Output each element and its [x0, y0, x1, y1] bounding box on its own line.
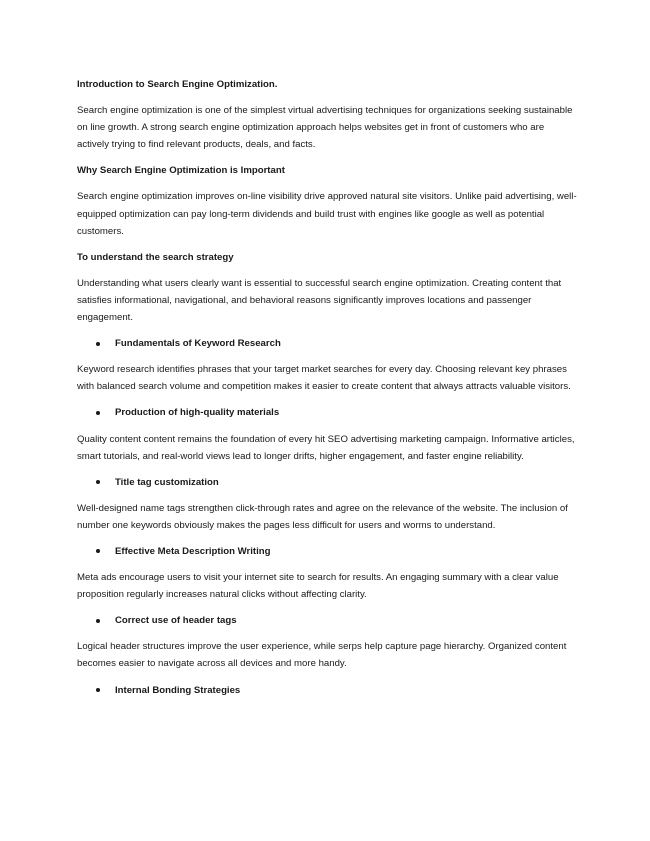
- bullet-quality-content: [77, 404, 577, 421]
- bullet-label: Effective Meta Description Writing: [115, 545, 271, 557]
- bullet-label: Production of high-quality materials: [115, 407, 280, 419]
- keyword-research-paragraph: Keyword research identifies phrases that your target market searches for every day. Choosing relevant key phrases with balanced search volume and competition makes it easier to create content that always attracts valuable visitors.: [77, 364, 571, 393]
- bullet-dot-icon: [96, 688, 100, 692]
- quality-content-paragraph: Quality content content remains the foundation of every hit SEO advertising marketing campaign. Informative articles, smart tutorials, and real-world views lead to longer drifts, higher engagement, and faster engine reliability.: [77, 433, 575, 462]
- bullet-title-tag: [77, 474, 577, 491]
- bullet-label: Correct use of header tags: [115, 615, 237, 627]
- document-page: [77, 76, 577, 708]
- bullet-dot-icon: [96, 342, 100, 346]
- bullet-dot-icon: [96, 549, 100, 553]
- header-tags-paragraph: Logical header structures improve the user experience, while serps help capture page hierarchy. Organized content becomes easier to navigate across all devices and more handy.: [77, 641, 567, 670]
- document-title: Introduction to Search Engine Optimization.: [77, 79, 278, 90]
- intro-paragraph: Search engine optimization is one of the simplest virtual advertising techniques for organizations seeking sustainable on line growth. A strong search engine optimization approach helps websites get in front of customers who are actively trying to find relevant products, deals, and facts.: [77, 105, 573, 151]
- strategy-paragraph: Understanding what users clearly want is essential to successful search engine optimization. Creating content that satisfies informational, navigational, and behavioral reasons significantly improves locations and passenger engagement.: [77, 277, 562, 324]
- bullet-header-tags: [77, 612, 577, 629]
- meta-description-paragraph: Meta ads encourage users to visit your internet site to search for results. An engaging summary with a clear value proposition regularly increases natural clicks without affecting clarity.: [77, 572, 559, 601]
- why-paragraph: Search engine optimization improves on-line visibility drive approved natural site visitors. Unlike paid advertising, well-equipped optimization can pay long-term dividends and build trust with engines like google as well as potential customers.: [77, 191, 577, 237]
- title-tag-paragraph: Well-designed name tags strengthen click-through rates and agree on the relevance of the website. The inclusion of number one keywords obviously makes the pages less difficult for users and worms to understand.: [77, 502, 568, 531]
- bullet-label: Title tag customization: [115, 476, 219, 488]
- bullet-dot-icon: [96, 619, 100, 623]
- bullet-dot-icon: [96, 480, 100, 484]
- why-heading: Why Search Engine Optimization is Important: [77, 165, 285, 177]
- strategy-heading: To understand the search strategy: [77, 251, 234, 263]
- bullet-meta-description: [77, 543, 577, 560]
- bullet-keyword-research: [77, 335, 577, 352]
- bullet-internal-bonding: [77, 682, 577, 699]
- bullet-label: Internal Bonding Strategies: [115, 684, 241, 696]
- bullet-label: Fundamentals of Keyword Research: [115, 338, 281, 350]
- bullet-dot-icon: [96, 411, 100, 415]
